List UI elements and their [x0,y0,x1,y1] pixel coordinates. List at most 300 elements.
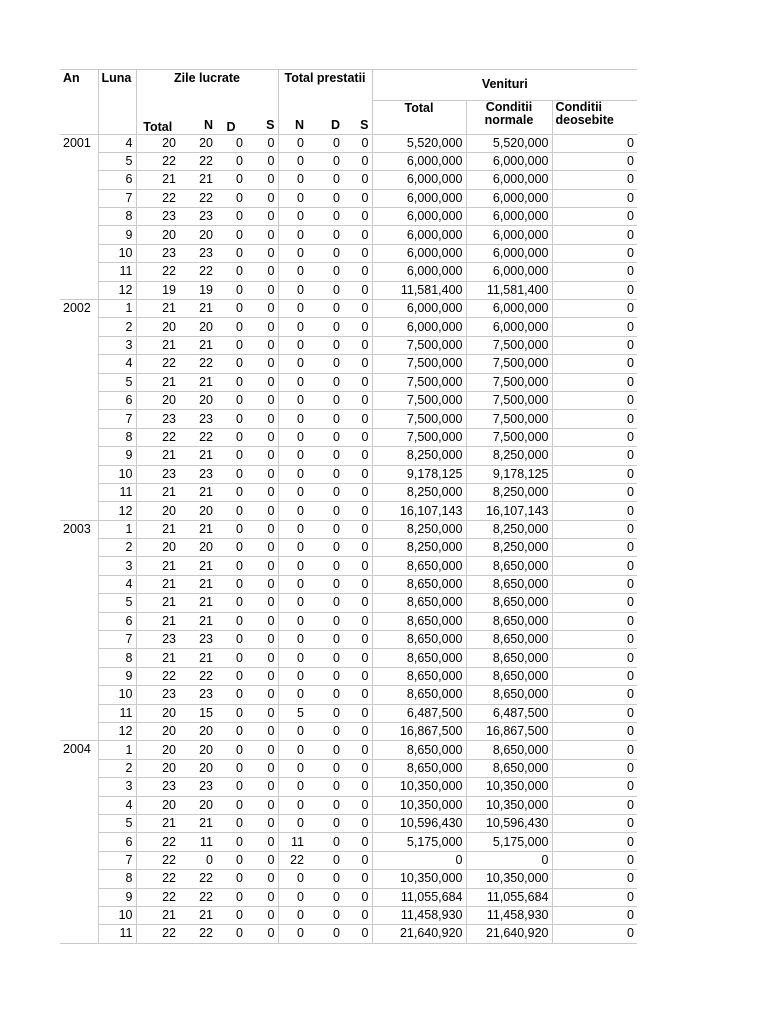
cell-an [60,539,98,557]
cell-prestatii-s: 0 [343,631,372,649]
cell-luna: 6 [98,833,136,851]
table-row [60,575,637,593]
cell-prestatii-n: 0 [278,336,307,354]
cell-zile-d: 0 [216,391,246,409]
cell-prestatii-s: 0 [343,281,372,299]
cell-conditii-deosebite: 0 [552,281,637,299]
cell-zile-n: 20 [179,796,216,814]
cell-prestatii-s: 0 [343,870,372,888]
cell-conditii-normale: 7,500,000 [466,428,552,446]
cell-luna: 3 [98,557,136,575]
cell-venituri-total: 7,500,000 [372,391,466,409]
col-header-zile-d: D [216,100,246,134]
cell-prestatii-s: 0 [343,152,372,170]
cell-venituri-total: 8,650,000 [372,594,466,612]
cell-zile-s: 0 [246,575,278,593]
cell-venituri-total: 21,640,920 [372,925,466,943]
cell-an [60,391,98,409]
table-row [60,189,637,207]
cell-zile-n: 11 [179,833,216,851]
cell-prestatii-d: 0 [307,686,343,704]
cell-conditii-deosebite: 0 [552,796,637,814]
cell-zile-d: 0 [216,925,246,943]
cell-conditii-normale: 9,178,125 [466,465,552,483]
cell-zile-total: 22 [136,263,179,281]
cell-conditii-deosebite: 0 [552,906,637,924]
cell-conditii-normale: 5,175,000 [466,833,552,851]
cell-an [60,373,98,391]
cell-zile-d: 0 [216,134,246,152]
cell-prestatii-d: 0 [307,667,343,685]
cell-an [60,336,98,354]
cell-prestatii-d: 0 [307,373,343,391]
cell-prestatii-d: 0 [307,300,343,318]
cell-prestatii-s: 0 [343,483,372,501]
cell-conditii-normale: 8,650,000 [466,649,552,667]
cell-zile-d: 0 [216,741,246,759]
cell-zile-d: 0 [216,888,246,906]
cell-zile-s: 0 [246,152,278,170]
cell-conditii-normale: 8,250,000 [466,483,552,501]
cell-zile-n: 21 [179,814,216,832]
cell-zile-n: 23 [179,208,216,226]
cell-prestatii-s: 0 [343,318,372,336]
cell-zile-s: 0 [246,336,278,354]
cell-luna: 8 [98,870,136,888]
cell-venituri-total: 5,520,000 [372,134,466,152]
cell-prestatii-s: 0 [343,686,372,704]
cell-prestatii-s: 0 [343,612,372,630]
cell-conditii-normale: 7,500,000 [466,336,552,354]
cell-prestatii-n: 0 [278,428,307,446]
cell-zile-n: 21 [179,336,216,354]
cell-zile-n: 23 [179,778,216,796]
cell-an [60,723,98,741]
cell-zile-n: 22 [179,152,216,170]
cell-venituri-total: 11,581,400 [372,281,466,299]
cell-zile-n: 20 [179,723,216,741]
cell-zile-n: 21 [179,520,216,538]
cell-venituri-total: 6,000,000 [372,263,466,281]
table-row [60,391,637,409]
cell-an [60,667,98,685]
cell-prestatii-n: 0 [278,594,307,612]
cell-zile-n: 23 [179,465,216,483]
cell-zile-total: 20 [136,502,179,520]
cell-zile-n: 21 [179,483,216,501]
cell-zile-d: 0 [216,447,246,465]
cell-luna: 8 [98,428,136,446]
cell-prestatii-s: 0 [343,906,372,924]
cell-conditii-deosebite: 0 [552,851,637,869]
cell-prestatii-n: 0 [278,796,307,814]
cell-conditii-normale: 7,500,000 [466,373,552,391]
cell-prestatii-n: 0 [278,226,307,244]
cell-conditii-deosebite: 0 [552,171,637,189]
cell-venituri-total: 11,055,684 [372,888,466,906]
cell-prestatii-s: 0 [343,171,372,189]
cell-prestatii-s: 0 [343,410,372,428]
table-row [60,778,637,796]
cell-zile-d: 0 [216,263,246,281]
cell-an: 2003 [63,521,91,536]
cell-prestatii-s: 0 [343,226,372,244]
cell-an [60,502,98,520]
cell-conditii-normale: 6,000,000 [466,208,552,226]
cell-zile-total: 20 [136,796,179,814]
cell-prestatii-s: 0 [343,263,372,281]
cell-conditii-deosebite: 0 [552,300,637,318]
cell-zile-d: 0 [216,557,246,575]
cell-prestatii-n: 0 [278,631,307,649]
table-row [60,888,637,906]
cell-prestatii-d: 0 [307,851,343,869]
cell-zile-n: 20 [179,502,216,520]
cell-zile-s: 0 [246,649,278,667]
cell-zile-total: 22 [136,189,179,207]
cell-conditii-normale: 6,487,500 [466,704,552,722]
table-row [60,925,637,943]
cell-luna: 6 [98,612,136,630]
col-header-zile-s: S [246,100,278,134]
cell-conditii-deosebite: 0 [552,373,637,391]
cell-prestatii-n: 0 [278,391,307,409]
cell-zile-d: 0 [216,336,246,354]
cell-venituri-total: 8,650,000 [372,575,466,593]
cell-zile-total: 23 [136,631,179,649]
cell-conditii-normale: 21,640,920 [466,925,552,943]
cell-zile-total: 20 [136,723,179,741]
cell-zile-s: 0 [246,244,278,262]
cell-prestatii-d: 0 [307,575,343,593]
cell-prestatii-n: 0 [278,483,307,501]
col-header-zile-total: Total [136,100,179,134]
cell-zile-d: 0 [216,759,246,777]
cell-conditii-normale: 11,581,400 [466,281,552,299]
cell-conditii-deosebite: 0 [552,336,637,354]
cell-prestatii-d: 0 [307,759,343,777]
cell-zile-n: 19 [179,281,216,299]
cell-prestatii-d: 0 [307,428,343,446]
cell-conditii-deosebite: 0 [552,483,637,501]
cell-conditii-normale: 6,000,000 [466,171,552,189]
cell-conditii-normale: 10,596,430 [466,814,552,832]
cell-zile-s: 0 [246,318,278,336]
cell-zile-d: 0 [216,575,246,593]
group-header-zile-lucrate: Zile lucrate [136,70,278,101]
cell-conditii-deosebite: 0 [552,704,637,722]
cell-prestatii-n: 0 [278,244,307,262]
cell-zile-s: 0 [246,410,278,428]
cell-prestatii-n: 0 [278,318,307,336]
table-row [60,557,637,575]
cell-zile-s: 0 [246,925,278,943]
cell-zile-n: 21 [179,594,216,612]
cell-prestatii-d: 0 [307,557,343,575]
cell-zile-total: 21 [136,612,179,630]
cell-venituri-total: 7,500,000 [372,428,466,446]
cell-prestatii-d: 0 [307,244,343,262]
cell-zile-n: 20 [179,539,216,557]
cell-venituri-total: 6,000,000 [372,171,466,189]
cell-zile-d: 0 [216,208,246,226]
cell-zile-n: 22 [179,263,216,281]
cell-prestatii-s: 0 [343,391,372,409]
cell-conditii-deosebite: 0 [552,410,637,428]
cell-zile-s: 0 [246,355,278,373]
cell-prestatii-s: 0 [343,667,372,685]
cell-venituri-total: 0 [372,851,466,869]
cell-zile-n: 21 [179,906,216,924]
cell-prestatii-n: 0 [278,410,307,428]
cell-zile-total: 19 [136,281,179,299]
cell-prestatii-n: 0 [278,152,307,170]
cell-zile-d: 0 [216,152,246,170]
table-row [60,152,637,170]
cell-zile-s: 0 [246,502,278,520]
cell-zile-s: 0 [246,759,278,777]
table-row [60,741,637,759]
table-row [60,520,637,538]
cell-prestatii-n: 11 [278,833,307,851]
cell-conditii-normale: 8,650,000 [466,759,552,777]
cell-conditii-normale: 6,000,000 [466,318,552,336]
cell-luna: 3 [98,778,136,796]
cell-zile-s: 0 [246,447,278,465]
cell-luna: 4 [98,575,136,593]
cell-conditii-deosebite: 0 [552,723,637,741]
cell-luna: 1 [98,741,136,759]
cell-venituri-total: 8,650,000 [372,741,466,759]
col-header-zile-n: N [179,100,216,134]
cell-prestatii-s: 0 [343,373,372,391]
cell-zile-n: 21 [179,575,216,593]
cell-zile-n: 21 [179,649,216,667]
cell-prestatii-n: 0 [278,906,307,924]
cell-conditii-deosebite: 0 [552,539,637,557]
cell-an [60,355,98,373]
cell-an [60,906,98,924]
cell-zile-d: 0 [216,502,246,520]
cell-prestatii-s: 0 [343,594,372,612]
cell-zile-d: 0 [216,226,246,244]
table-row [60,502,637,520]
cell-venituri-total: 10,596,430 [372,814,466,832]
cell-zile-d: 0 [216,796,246,814]
cell-conditii-normale: 0 [466,851,552,869]
cell-zile-total: 22 [136,851,179,869]
cell-venituri-total: 10,350,000 [372,778,466,796]
cell-conditii-normale: 8,650,000 [466,667,552,685]
cell-prestatii-n: 0 [278,557,307,575]
cell-prestatii-d: 0 [307,318,343,336]
cell-zile-s: 0 [246,851,278,869]
cell-venituri-total: 8,250,000 [372,539,466,557]
cell-conditii-normale: 6,000,000 [466,152,552,170]
cell-zile-total: 20 [136,741,179,759]
cell-prestatii-s: 0 [343,778,372,796]
cell-an [60,208,98,226]
cell-prestatii-n: 0 [278,502,307,520]
cell-conditii-normale: 8,650,000 [466,612,552,630]
cell-conditii-normale: 6,000,000 [466,263,552,281]
cell-zile-total: 23 [136,410,179,428]
cell-zile-n: 20 [179,391,216,409]
cell-prestatii-n: 0 [278,778,307,796]
cell-prestatii-s: 0 [343,134,372,152]
cell-conditii-deosebite: 0 [552,667,637,685]
table-body [60,134,637,943]
cell-an [60,465,98,483]
cell-prestatii-n: 0 [278,171,307,189]
cell-prestatii-d: 0 [307,465,343,483]
cell-conditii-deosebite: 0 [552,226,637,244]
cell-conditii-deosebite: 0 [552,686,637,704]
cell-venituri-total: 6,000,000 [372,300,466,318]
cell-venituri-total: 6,000,000 [372,318,466,336]
cell-prestatii-d: 0 [307,281,343,299]
cell-zile-total: 20 [136,539,179,557]
venituri-table [60,69,637,944]
cell-zile-d: 0 [216,778,246,796]
cell-zile-d: 0 [216,631,246,649]
cell-zile-d: 0 [216,851,246,869]
cell-venituri-total: 8,650,000 [372,557,466,575]
cell-zile-s: 0 [246,428,278,446]
cell-zile-s: 0 [246,171,278,189]
cell-conditii-normale: 11,055,684 [466,888,552,906]
table-row [60,796,637,814]
cell-zile-d: 0 [216,189,246,207]
cell-luna: 2 [98,318,136,336]
group-header-total-prestatii: Total prestatii [278,70,372,101]
cell-an [60,318,98,336]
cell-conditii-deosebite: 0 [552,263,637,281]
table-row [60,447,637,465]
cell-conditii-normale: 7,500,000 [466,410,552,428]
cell-zile-n: 20 [179,318,216,336]
cell-conditii-deosebite: 0 [552,741,637,759]
cell-zile-n: 23 [179,686,216,704]
cell-an [60,171,98,189]
col-header-conditii-normale: Conditii normale [466,100,552,134]
cell-zile-total: 22 [136,355,179,373]
cell-zile-s: 0 [246,208,278,226]
cell-luna: 7 [98,189,136,207]
cell-prestatii-d: 0 [307,336,343,354]
cell-zile-total: 20 [136,704,179,722]
cell-zile-d: 0 [216,373,246,391]
cell-luna: 1 [98,300,136,318]
cell-zile-s: 0 [246,667,278,685]
cell-zile-total: 22 [136,870,179,888]
cell-conditii-normale: 7,500,000 [466,355,552,373]
cell-luna: 8 [98,649,136,667]
table-row [60,649,637,667]
cell-zile-d: 0 [216,355,246,373]
cell-prestatii-d: 0 [307,778,343,796]
cell-zile-s: 0 [246,631,278,649]
table-row [60,686,637,704]
cell-zile-s: 0 [246,888,278,906]
cell-prestatii-s: 0 [343,465,372,483]
cell-luna: 2 [98,759,136,777]
cell-zile-n: 23 [179,244,216,262]
cell-an [60,759,98,777]
cell-prestatii-s: 0 [343,925,372,943]
cell-an [60,483,98,501]
cell-an: 2001 [63,135,91,150]
table-row [60,336,637,354]
table-row [60,208,637,226]
table-row [60,833,637,851]
cell-zile-d: 0 [216,594,246,612]
cell-zile-total: 21 [136,447,179,465]
table-row [60,539,637,557]
cell-prestatii-d: 0 [307,208,343,226]
cell-conditii-deosebite: 0 [552,134,637,152]
cell-prestatii-d: 0 [307,171,343,189]
cell-an [60,575,98,593]
cell-zile-d: 0 [216,244,246,262]
cell-conditii-normale: 8,650,000 [466,686,552,704]
cell-zile-s: 0 [246,870,278,888]
cell-conditii-deosebite: 0 [552,870,637,888]
cell-zile-n: 22 [179,925,216,943]
cell-luna: 11 [98,704,136,722]
cell-zile-s: 0 [246,814,278,832]
cell-an [60,244,98,262]
cell-zile-total: 22 [136,152,179,170]
cell-venituri-total: 7,500,000 [372,336,466,354]
table-row [60,300,637,318]
cell-zile-n: 21 [179,557,216,575]
cell-zile-s: 0 [246,281,278,299]
cell-luna: 9 [98,667,136,685]
cell-prestatii-d: 0 [307,391,343,409]
cell-zile-d: 0 [216,281,246,299]
cell-an [60,152,98,170]
cell-prestatii-s: 0 [343,428,372,446]
cell-prestatii-d: 0 [307,649,343,667]
cell-zile-d: 0 [216,428,246,446]
cell-luna: 4 [98,796,136,814]
cell-luna: 10 [98,244,136,262]
cell-venituri-total: 8,650,000 [372,686,466,704]
cell-prestatii-n: 5 [278,704,307,722]
cell-zile-d: 0 [216,612,246,630]
cell-zile-s: 0 [246,557,278,575]
cell-venituri-total: 6,000,000 [372,189,466,207]
cell-prestatii-n: 0 [278,925,307,943]
cell-prestatii-n: 22 [278,851,307,869]
cell-venituri-total: 16,867,500 [372,723,466,741]
cell-zile-n: 0 [179,851,216,869]
cell-prestatii-s: 0 [343,796,372,814]
cell-zile-n: 21 [179,612,216,630]
cell-luna: 9 [98,447,136,465]
cell-conditii-normale: 10,350,000 [466,778,552,796]
cell-zile-n: 20 [179,759,216,777]
cell-conditii-deosebite: 0 [552,520,637,538]
cell-conditii-normale: 16,867,500 [466,723,552,741]
cell-venituri-total: 6,000,000 [372,226,466,244]
cell-venituri-total: 7,500,000 [372,410,466,428]
cell-zile-d: 0 [216,483,246,501]
cell-venituri-total: 10,350,000 [372,796,466,814]
cell-prestatii-s: 0 [343,189,372,207]
cell-an [60,796,98,814]
